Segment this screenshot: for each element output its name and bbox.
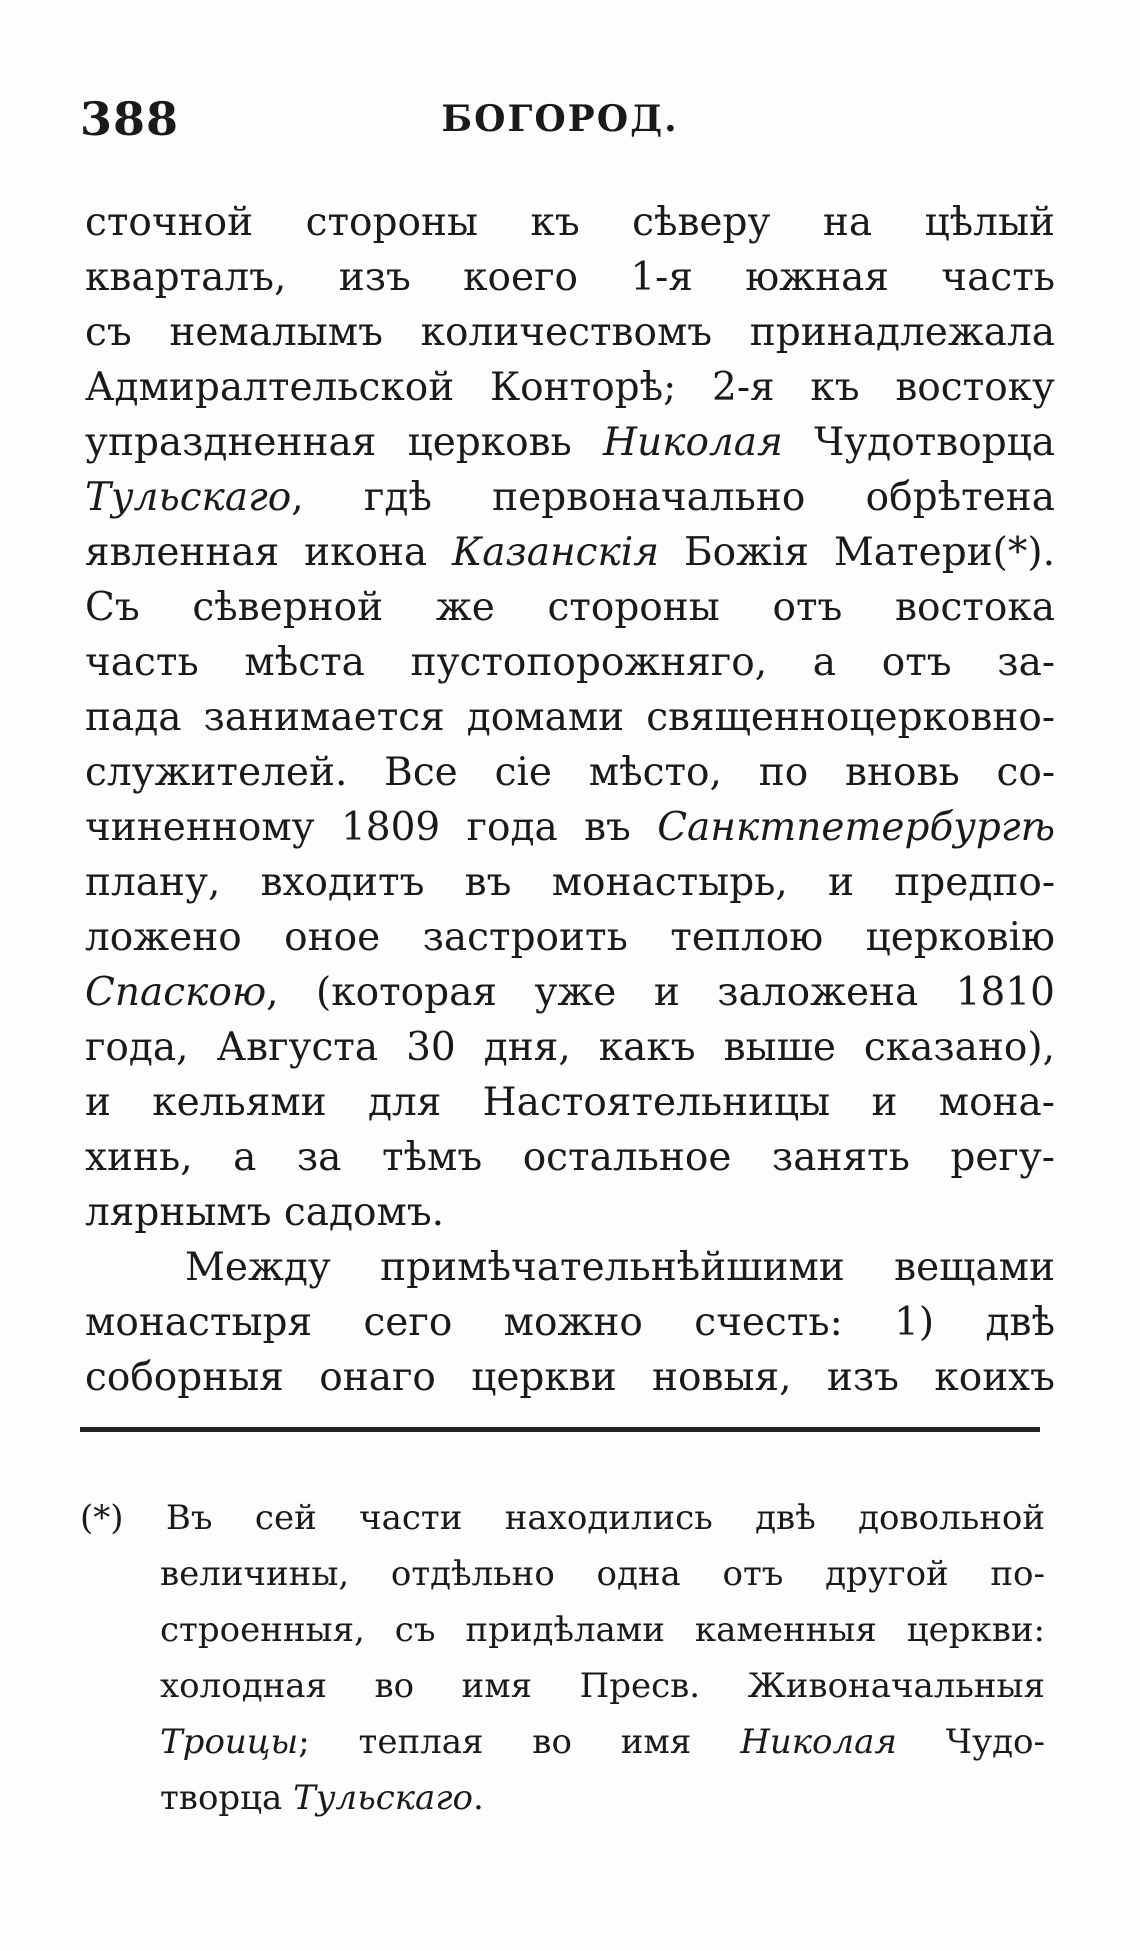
text-run: . bbox=[472, 1778, 484, 1818]
text-line: лярнымъ садомъ. bbox=[85, 1190, 445, 1235]
italic-name: Николая bbox=[740, 1722, 897, 1762]
text-line: Адмиралтельской Конторѣ; 2-я къ востоку bbox=[85, 365, 1055, 410]
text-line: кварталъ, изъ коего 1-я южная часть bbox=[85, 255, 1055, 300]
page-header bbox=[80, 92, 1040, 152]
text-run: Божія Матери(*). bbox=[659, 530, 1055, 575]
text-run: Чудотворца bbox=[782, 420, 1055, 465]
italic-name: Николая bbox=[603, 420, 783, 465]
page-number: 388 bbox=[80, 92, 180, 146]
text-line: Между примѣчательнѣйшими вещами bbox=[185, 1245, 1055, 1290]
text-line: монастыря сего можно счесть: 1) двѣ bbox=[85, 1300, 1055, 1345]
main-text bbox=[85, 195, 1055, 1405]
text-line: Съ сѣверной же стороны отъ востока bbox=[85, 585, 1055, 630]
footnote-line: холодная во имя Пресв. Живоначальныя bbox=[160, 1666, 1045, 1706]
text-line: часть мѣста пустопорожняго, а отъ за- bbox=[85, 640, 1055, 685]
text-line bbox=[85, 415, 1055, 470]
footnote-line: величины, отдѣльно одна отъ другой по- bbox=[160, 1554, 1045, 1594]
footnote-line bbox=[80, 1714, 1045, 1770]
text-line bbox=[85, 525, 1055, 580]
text-line bbox=[85, 965, 1055, 1020]
text-run: упраздненная церковь bbox=[85, 420, 604, 465]
text-line: пада занимается домами священноцерковно- bbox=[85, 695, 1055, 740]
text-line: хинь, а за тѣмъ остальное занять регу- bbox=[85, 1135, 1055, 1180]
italic-name: Тульскаго bbox=[293, 1778, 473, 1818]
text-line: ложено оное застроить теплою церковію bbox=[85, 915, 1055, 960]
text-run: , гдѣ первоначально обрѣтена bbox=[291, 475, 1055, 520]
text-line: служителей. Все сіе мѣсто, по вновь со- bbox=[85, 750, 1055, 795]
text-run: явленная икона bbox=[85, 530, 453, 575]
text-line bbox=[85, 800, 1055, 855]
running-head: БОГОРОД. bbox=[441, 98, 679, 140]
italic-name: Санктпетербургѣ bbox=[657, 805, 1055, 850]
italic-name: Казанскія bbox=[452, 530, 660, 575]
text-line bbox=[85, 470, 1055, 525]
footnote-line: строенныя, съ придѣлами каменныя церкви: bbox=[160, 1610, 1045, 1650]
text-run: творца bbox=[160, 1778, 294, 1818]
footnote bbox=[80, 1490, 1045, 1826]
text-line: съ немалымъ количествомъ принадлежала bbox=[85, 310, 1055, 355]
text-line: и кельями для Настоятельницы и мона- bbox=[85, 1080, 1055, 1125]
footnote-line: (*) Въ сей части находились двѣ довольной bbox=[80, 1498, 1045, 1538]
italic-name: Спаскою bbox=[85, 970, 267, 1015]
text-run: ; теплая во имя bbox=[298, 1722, 741, 1762]
text-line: соборныя онаго церкви новыя, изъ коихъ bbox=[85, 1355, 1055, 1400]
italic-name: Тульскаго bbox=[85, 475, 292, 520]
text-line: сточной стороны къ сѣверу на цѣлый bbox=[85, 200, 1055, 245]
italic-name: Троицы bbox=[160, 1722, 299, 1762]
text-line: года, Августа 30 дня, какъ выше сказано), bbox=[85, 1025, 1055, 1070]
footnote-divider bbox=[80, 1427, 1040, 1432]
footnote-line bbox=[80, 1770, 1045, 1826]
text-run: , (которая уже и заложена 1810 bbox=[266, 970, 1055, 1015]
text-run: чиненному 1809 года въ bbox=[85, 805, 658, 850]
text-line: плану, входитъ въ монастырь, и предпо- bbox=[85, 860, 1055, 905]
text-run: Чудо- bbox=[896, 1722, 1045, 1762]
